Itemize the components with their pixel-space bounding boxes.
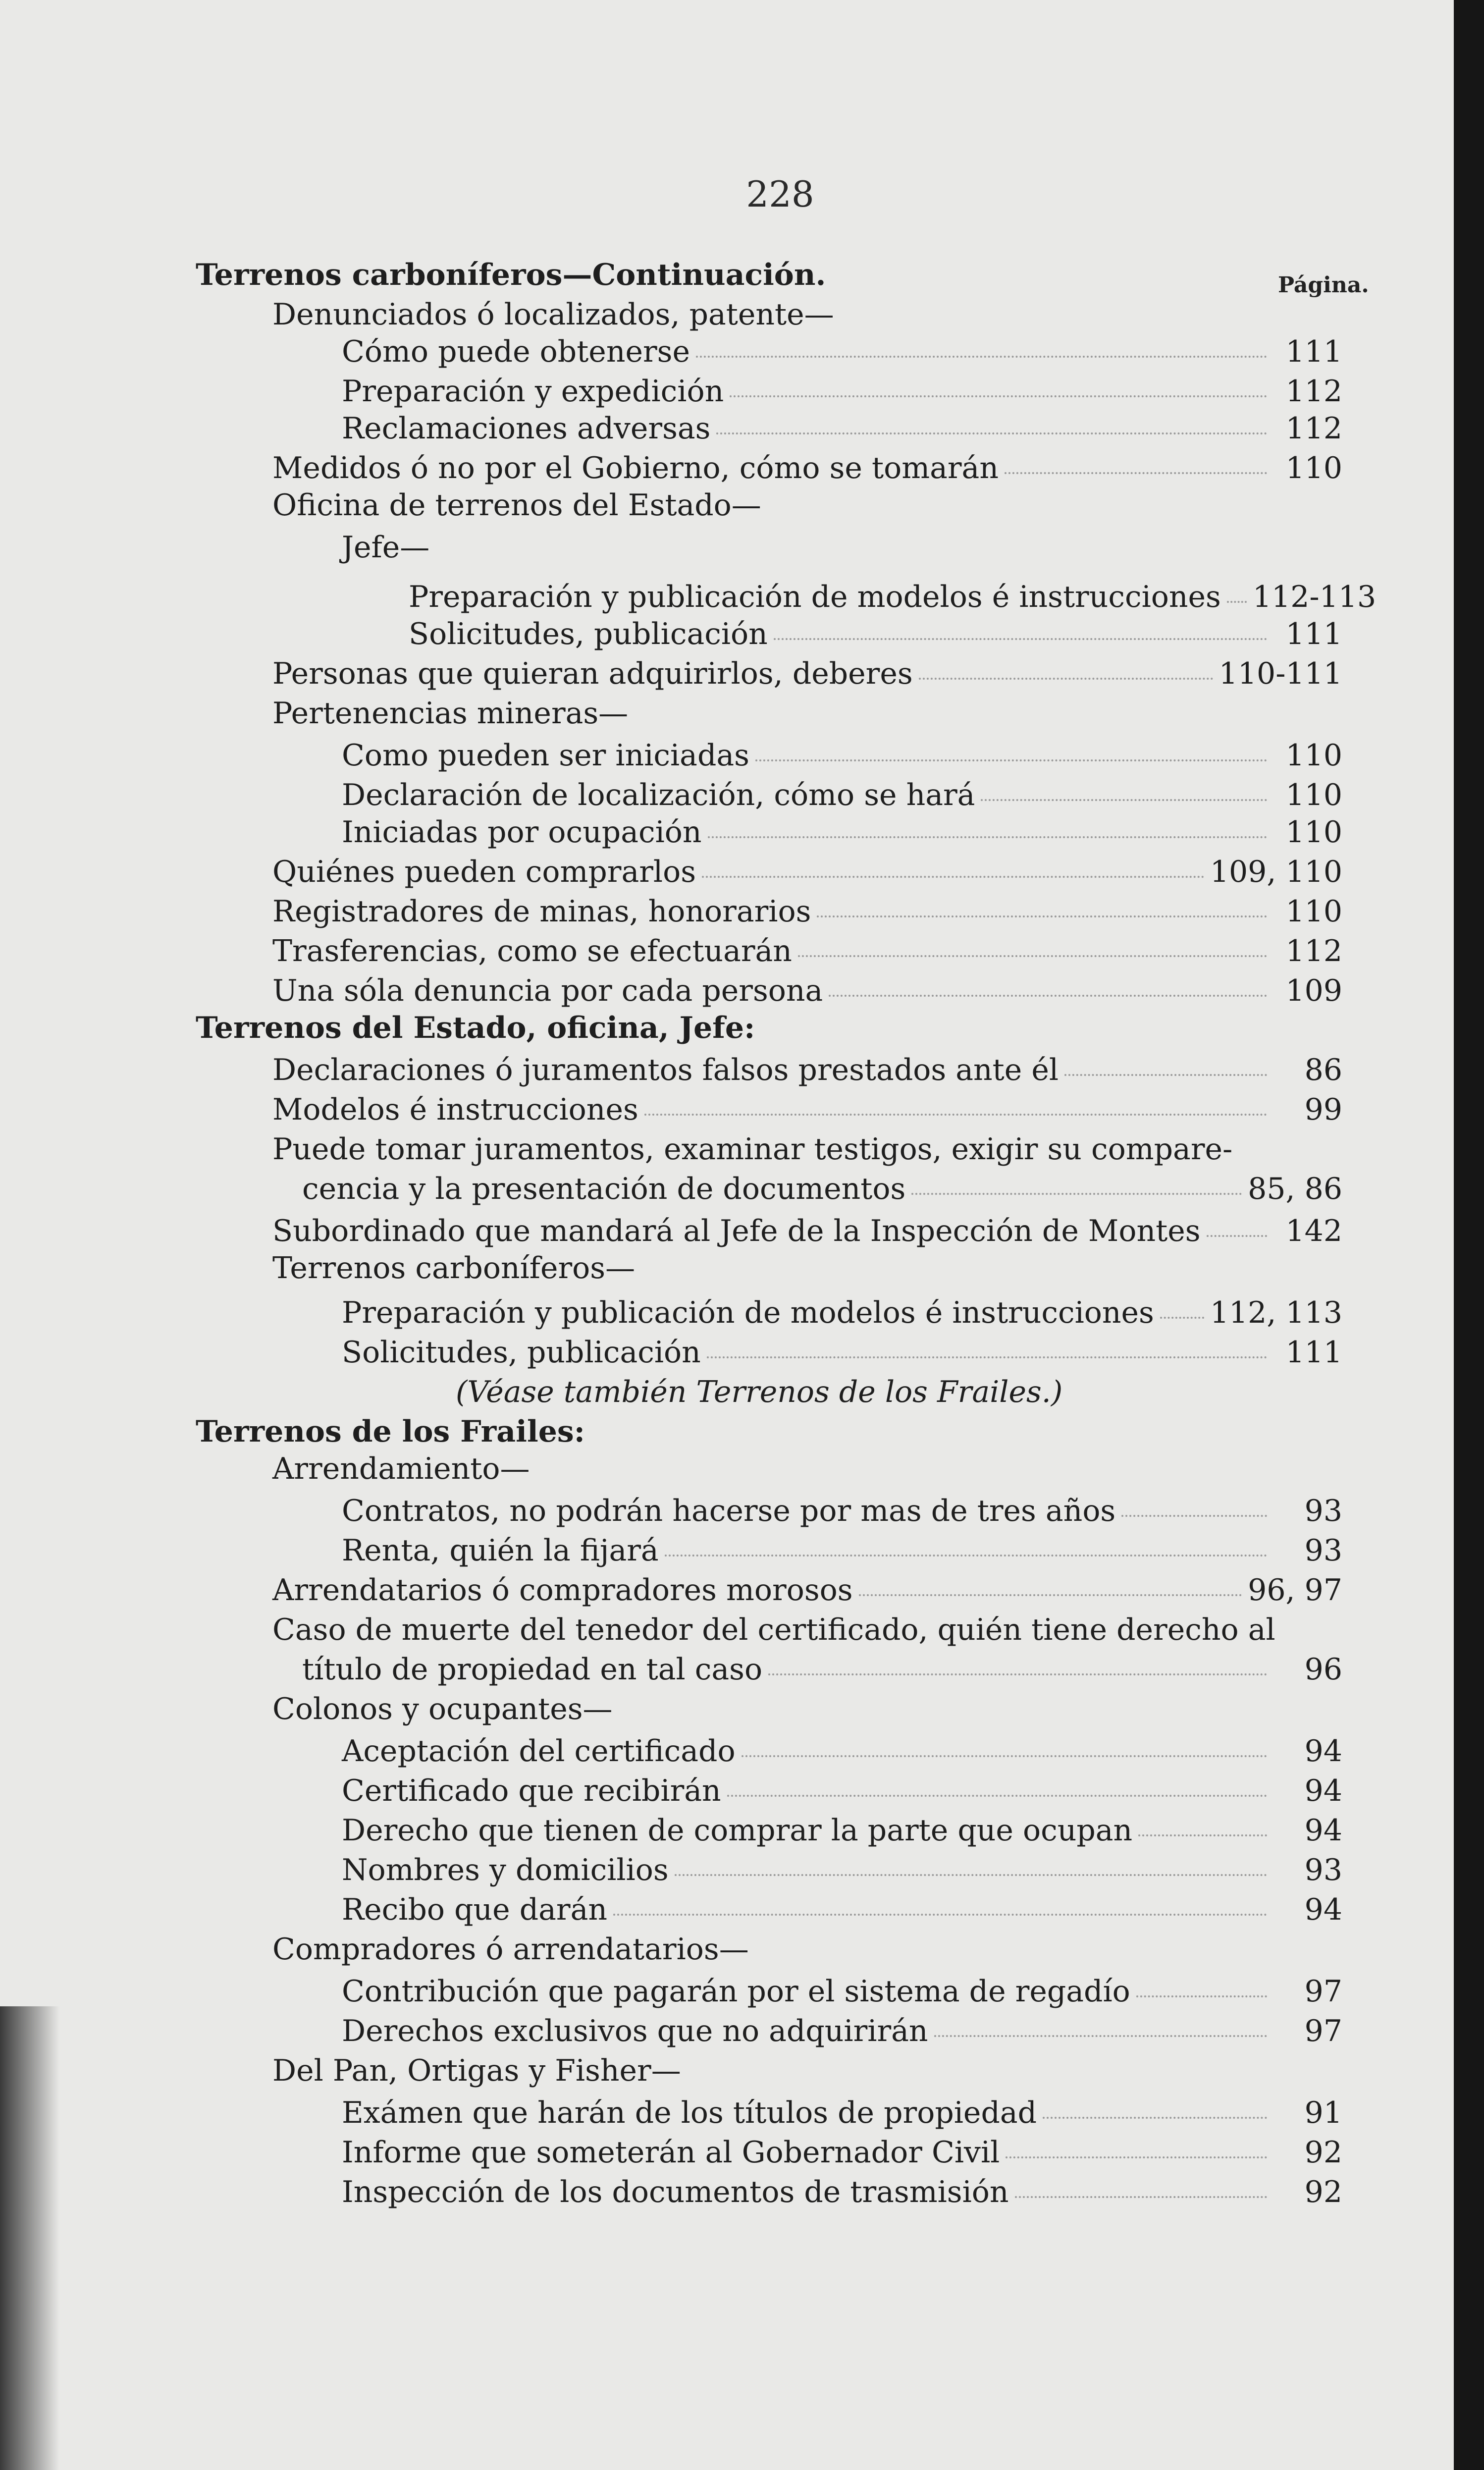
index-entry: Modelos é instrucciones 99	[272, 1092, 1342, 1127]
index-entry: Contribución que pagarán por el sistema de regadío 97	[342, 1974, 1342, 2009]
index-heading: Terrenos del Estado, oficina, Jefe:	[196, 1011, 755, 1045]
index-subheading: Colonos y ocupantes—	[272, 1692, 613, 1726]
index-entry: cencia y la presentación de documentos 85, 86	[302, 1172, 1342, 1206]
page-corner-shadow	[0, 2006, 59, 2470]
index-entry: Derecho que tienen de comprar la parte que ocupan 94	[342, 1813, 1342, 1848]
index-subheading: Del Pan, Ortigas y Fisher—	[272, 2053, 681, 2088]
index-entry: Informe que someterán al Gobernador Civil 92	[342, 2135, 1342, 2170]
index-entry: Subordinado que mandará al Jefe de la Inspección de Montes 142	[272, 1214, 1342, 1248]
index-entry: Medidos ó no por el Gobierno, cómo se tomarán 110	[272, 451, 1342, 485]
index-entry: Exámen que harán de los títulos de propiedad 91	[342, 2095, 1342, 2130]
index-entry: Preparación y publicación de modelos é instrucciones 112, 113	[342, 1295, 1342, 1330]
index-entry: Trasferencias, como se efectuarán 112	[272, 934, 1342, 968]
page-column-header: Página.	[1278, 272, 1369, 298]
index-entry: Certificado que recibirán 94	[342, 1773, 1342, 1808]
index-subheading: Denunciados ó localizados, patente—	[272, 297, 834, 332]
index-entry: Contratos, no podrán hacerse por mas de tres años 93	[342, 1494, 1342, 1528]
cross-reference: (Véase también Terrenos de los Frailes.)	[456, 1375, 1063, 1409]
index-entry: Renta, quién la fijará 93	[342, 1533, 1342, 1568]
index-entry: Iniciadas por ocupación 110	[342, 815, 1342, 850]
page-edge	[1454, 0, 1484, 2470]
index-subheading: Jefe—	[342, 530, 430, 565]
index-entry: Reclamaciones adversas 112	[342, 411, 1342, 446]
index-subheading: Terrenos carboníferos—	[272, 1251, 636, 1286]
index-entry: Preparación y expedición 112	[342, 374, 1342, 409]
index-entry: título de propiedad en tal caso 96	[302, 1652, 1342, 1687]
index-entry: Quiénes pueden comprarlos 109, 110	[272, 855, 1342, 889]
index-heading: Terrenos carboníferos—Continuación.	[196, 258, 826, 292]
index-entry-line: Caso de muerte del tenedor del certificado, quién tiene derecho al	[272, 1612, 1275, 1647]
index-entry: Una sóla denuncia por cada persona 109	[272, 973, 1342, 1008]
index-subheading: Arrendamiento—	[272, 1451, 530, 1486]
index-entry: Personas que quieran adquirirlos, deberes 110-111	[272, 656, 1342, 691]
index-entry-line: Puede tomar juramentos, examinar testigos, exigir su compare-	[272, 1132, 1233, 1167]
page-number: 228	[746, 173, 814, 215]
index-entry: Declaración de localización, cómo se hará 110	[342, 778, 1342, 812]
index-subheading: Pertenencias mineras—	[272, 696, 629, 731]
index-entry: Registradores de minas, honorarios 110	[272, 894, 1342, 929]
index-entry: Recibo que darán 94	[342, 1892, 1342, 1927]
index-entry: Como pueden ser iniciadas 110	[342, 738, 1342, 773]
index-entry: Declaraciones ó juramentos falsos prestados ante él 86	[272, 1053, 1342, 1087]
index-entry: Nombres y domicilios 93	[342, 1853, 1342, 1887]
index-heading: Terrenos de los Frailes:	[196, 1414, 585, 1449]
index-subheading: Compradores ó arrendatarios—	[272, 1932, 749, 1967]
index-entry: Preparación y publicación de modelos é instrucciones 112-113	[409, 580, 1377, 614]
index-entry: Cómo puede obtenerse 111	[342, 334, 1342, 369]
index-entry: Aceptación del certificado 94	[342, 1734, 1342, 1769]
index-entry: Inspección de los documentos de trasmisión 92	[342, 2175, 1342, 2209]
index-entry: Solicitudes, publicación 111	[342, 1335, 1342, 1370]
index-subheading: Oficina de terrenos del Estado—	[272, 488, 761, 523]
index-entry: Solicitudes, publicación 111	[409, 617, 1342, 651]
index-entry: Derechos exclusivos que no adquirirán 97	[342, 2014, 1342, 2048]
index-entry: Arrendatarios ó compradores morosos 96, 97	[272, 1573, 1342, 1608]
